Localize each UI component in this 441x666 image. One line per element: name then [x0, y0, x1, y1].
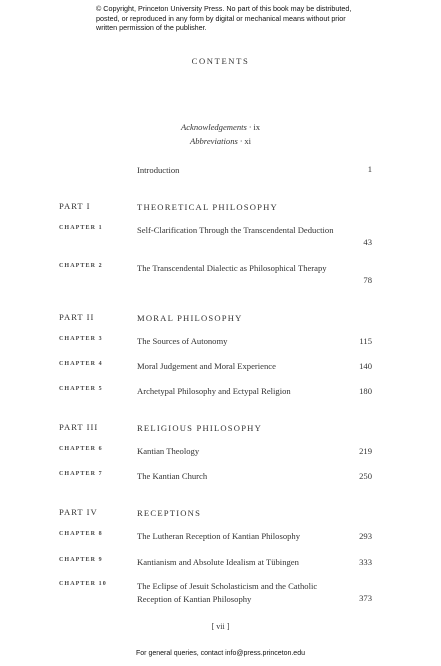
- entry-title: Introduction: [137, 165, 180, 175]
- entry-page: 293: [359, 531, 372, 541]
- copyright-notice: © Copyright, Princeton University Press. No part of this book may be distributed, posted, or reproduced in any form by digital or mechanical means without prior written permission of the publisher.: [96, 4, 352, 33]
- front-matter-page: ix: [253, 122, 261, 132]
- chapter-label: CHAPTER 8: [59, 531, 103, 537]
- chapter-label: CHAPTER 4: [59, 361, 103, 367]
- entry-page: 333: [359, 557, 372, 567]
- part-label: PART III: [59, 422, 99, 432]
- front-matter-abbreviations[interactable]: [0, 136, 441, 146]
- entry-title: Self-Clarification Through the Transcendental Deduction: [137, 225, 334, 235]
- entry-page: 373: [359, 593, 372, 603]
- front-matter-acknowledgements[interactable]: [0, 122, 441, 132]
- chapter-label: CHAPTER 9: [59, 557, 103, 563]
- entry-page: 43: [363, 237, 372, 247]
- chapter-label: CHAPTER 1: [59, 225, 103, 231]
- chapter-label: CHAPTER 7: [59, 471, 103, 477]
- entry-title: The Lutheran Reception of Kantian Philosophy: [137, 531, 301, 541]
- entry-title: Kantian Theology: [137, 446, 200, 456]
- part-label: PART I: [59, 201, 91, 211]
- entry-title: The Eclipse of Jesuit Scholasticism and the Catholic Reception of Kantian Philosophy: [137, 581, 318, 604]
- entry-title: Archetypal Philosophy and Ectypal Religion: [137, 386, 291, 396]
- entry-page: 250: [359, 471, 372, 481]
- part-title: MORAL PHILOSOPHY: [137, 313, 243, 323]
- entry-page: 1: [367, 164, 372, 174]
- entry-title: The Transcendental Dialectic as Philosophical Therapy: [137, 263, 327, 273]
- chapter-label: CHAPTER 6: [59, 446, 103, 452]
- entry-title: The Kantian Church: [137, 471, 208, 481]
- chapter-label: CHAPTER 5: [59, 386, 103, 392]
- entry-title: The Sources of Autonomy: [137, 336, 228, 346]
- separator: ·: [249, 122, 252, 132]
- footer-contact: For general queries, contact info@press.princeton.edu: [136, 650, 305, 657]
- chapter-label: CHAPTER 3: [59, 336, 103, 342]
- part-label: PART IV: [59, 507, 98, 517]
- entry-page: 140: [359, 361, 372, 371]
- chapter-label: CHAPTER 2: [59, 263, 103, 269]
- part-title: THEORETICAL PHILOSOPHY: [137, 202, 278, 212]
- separator: ·: [240, 136, 243, 146]
- entry-page: 115: [359, 336, 372, 346]
- entry-title: Moral Judgement and Moral Experience: [137, 361, 276, 371]
- page-number: [ vii ]: [211, 622, 230, 631]
- part-title: RECEPTIONS: [137, 508, 202, 518]
- entry-page: 78: [363, 275, 372, 285]
- front-matter-title: Acknowledgements: [180, 122, 247, 132]
- entry-page: 219: [359, 446, 372, 456]
- part-label: PART II: [59, 312, 95, 322]
- part-title: RELIGIOUS PHILOSOPHY: [137, 423, 262, 433]
- page-title: CONTENTS: [191, 56, 250, 66]
- entry-title: Kantianism and Absolute Idealism at Tübingen: [137, 557, 299, 567]
- front-matter-title: Abbreviations: [189, 136, 238, 146]
- chapter-label: CHAPTER 10: [59, 581, 107, 587]
- front-matter-page: xi: [244, 136, 252, 146]
- entry-page: 180: [359, 386, 372, 396]
